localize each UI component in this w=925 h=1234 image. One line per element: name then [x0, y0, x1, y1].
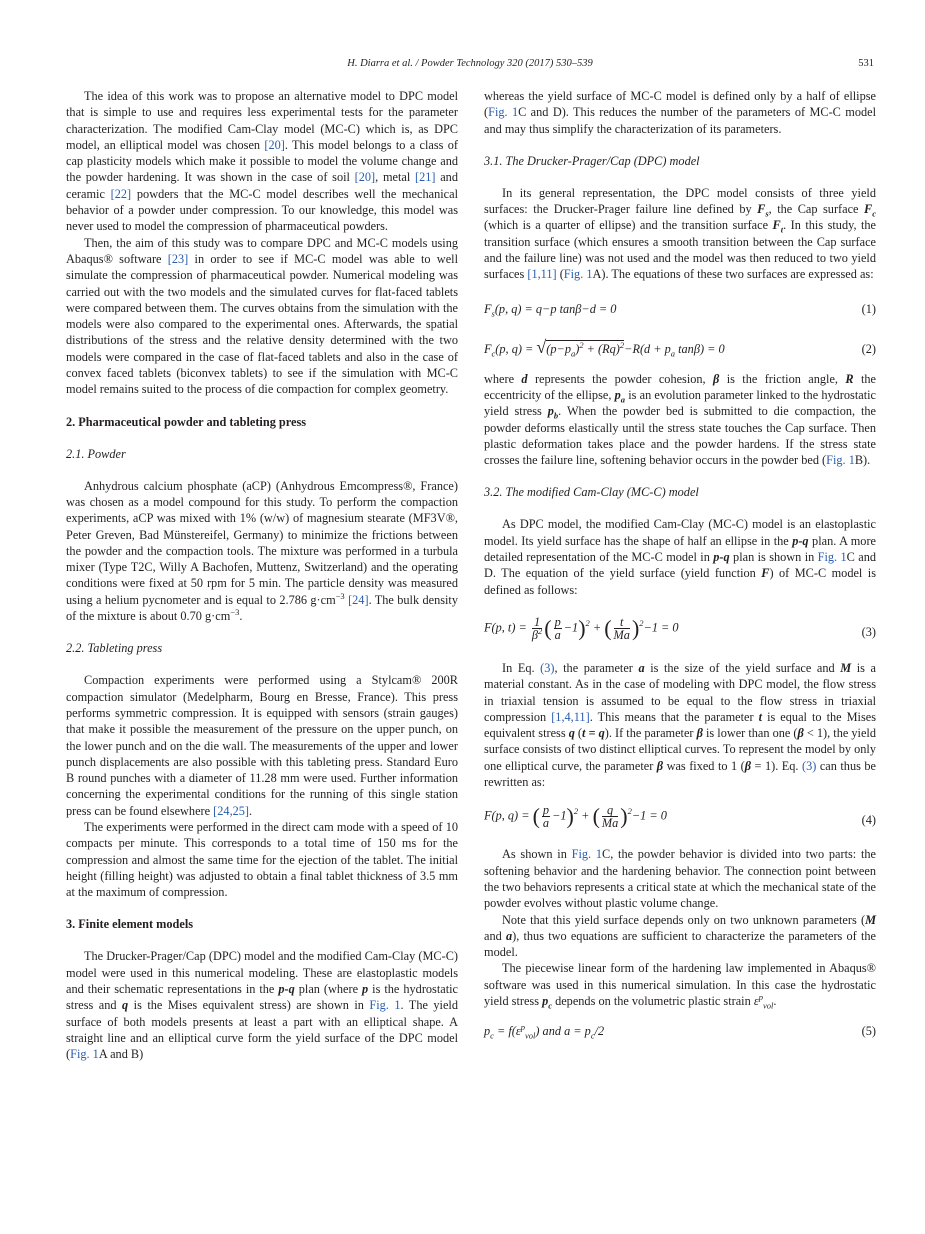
figure-link[interactable]: Fig. 1	[369, 998, 401, 1013]
page-header	[66, 58, 874, 72]
equation-number: (1)	[861, 301, 876, 316]
paragraph: The idea of this work was to propose an alternative model to DPC model that is simple to use and requires less experimental tests for the parameter characterization. The modified Cam-Clay model (MC-C) which is, as DPC model, an elliptical model was chosen [20]. This model belongs to a class of cap plasticity models which make it possible to model the volume change and the powder hardening. It was shown in the case of soil [20], metal [21] and ceramic [22] powders that the MC-C model describes well the mechanical behavior of a powder under compression. To our knowledge, this model was never used to model the compression of pharmaceutical powders.	[66, 89, 458, 234]
paragraph: Note that this yield surface depends only on two unknown parameters (M and a), thus two equations are sufficient to characterize the parameters of the model.	[484, 912, 876, 960]
left-column	[66, 88, 458, 1063]
paragraph: In its general representation, the DPC model consists of three yield surfaces: the Drucker-Prager failure line defined by $F_s$, the Cap surface $F_c$ (which is a quarter of ellipse) and the transition surface $F_t$. In this study, the transition surface (which ensures a smooth transition between the Cap surface and the failure line) was not used and the model was then reduced to two yield surfaces [1,11] (Fig. 1A). The equations of these two surfaces are expressed as:	[484, 185, 877, 282]
figure-link[interactable]: Fig. 1	[563, 267, 593, 282]
section-heading: 3. Finite element models	[66, 917, 194, 932]
paragraph: Anhydrous calcium phosphate (aCP) (Anhydrous Emcompress®, France) was chosen as a model compound for this study. To perform the compaction experiments, aCP was mixed with 1% (w/w) of magnesium stearate (MF3V®, Peter Greven, Bad Münstereifel, Germany) to minimize the frictions between the powder and the compaction tools. The mixture was performed in a turbula mixer (Type T2C, Willy A Bachofen, Muttenz, Switzerland) and the operating conditions were fixed at 50 rpm for 5 min. The particle density was measured using a helium pycnometer and is equal to 2.786 $g\cdot cm^{-3}$ [24]. The bulk density of the mixture is about 0.70 $g\cdot cm^{-3}$.	[66, 478, 459, 624]
equation-3: F(p, t) = $\frac{1}{\beta^2}$ ( $\frac{p}{a}$ −1)$^2$ + ( $\frac{t}{Ma}$ )$^2$−1 = 0 (3)	[484, 614, 876, 642]
citation-link[interactable]: [24]	[348, 592, 369, 607]
paragraph: As DPC model, the modified Cam-Clay (MC-C) model is an elastoplastic model. Its yield surface has the shape of half an ellipse in the p-q plan. A more detailed representation of the MC-C model in p-q plan is shown in Fig. 1C and D. The equation of the yield surface (yield function F) of MC-C model is defined as follows:	[484, 517, 877, 597]
citation-link[interactable]: [24,25]	[213, 803, 250, 818]
page-number: 531	[858, 58, 874, 69]
figure-link[interactable]: Fig. 1	[826, 453, 855, 468]
figure-link[interactable]: Fig. 1	[488, 105, 519, 120]
equation-2: $F_c(p$, $q) = √(p-p_a)^2 + (Rq)^2-R(d + p_a$ tanβ) = 0 (2)	[484, 336, 876, 359]
equation-number: (2)	[861, 341, 876, 356]
equation-number: (5)	[861, 1024, 876, 1039]
citation-link[interactable]: [23]	[167, 251, 189, 266]
figure-link[interactable]: Fig. 1	[817, 550, 847, 565]
paragraph: Then, the aim of this study was to compare DPC and MC-C models using Abaqus® software [23] in order to see if MC-C model was able to well simulate the compression of pharmaceutical powder. Numerical modeling was carried out with the two models and the simulated curves for flat-faced tablets were compared between them. The curves obtains from the simulation with the models were also compared to the experimental ones. Afterwards, the spatial distributions of the stress and the relative density determined with the two models were compared in the case of flat-faced tablets and also in the case of convex faced tablets (biconvex tablets) to see if the simulation with MC-C model remains suited to the process of die compaction for complex geometry.	[66, 235, 458, 397]
subsection-heading: 2.1. Powder	[66, 446, 126, 461]
right-column	[484, 88, 876, 1041]
subsection-heading: 3.1. The Drucker-Prager/Cap (DPC) model	[484, 153, 700, 168]
paragraph: Compaction experiments were performed using a Stylcam® 200R compaction simulator (Medelpharm, Bourg en Bresse, France). This press performs symmetric compression. It is equipped with sensors (strain gauges) that make it possible the measurement of the pressure on the upper punch, on the lower punch and on the die wall. The measurements of the upper and lower punch displacements are also possible with this tableting press. Standard Euro B round punches with a diameter of 11.28 mm were used. Further information concerning the experimental conditions for the running of this single station press can be found elsewhere [24,25].	[66, 673, 458, 818]
citation-link[interactable]: [20]	[354, 170, 376, 185]
paragraph: whereas the yield surface of MC-C model is defined only by a half of ellipse (Fig. 1C and D). This reduces the number of the parameters of MC-C model and may thus simplify the characterization of its parameters.	[484, 89, 876, 136]
equation-number: (3)	[861, 624, 876, 639]
running-title: H. Diarra et al. / Powder Technology 320 (2017) 530–539	[347, 58, 593, 69]
equation-4: F(p, q) = ( $\frac{p}{a}$ −1)$^2$ + ( $\frac{q}{Ma}$ )$^2$−1 = 0 (4)	[484, 803, 876, 831]
paragraph: The experiments were performed in the direct cam mode with a speed of 10 compacts per minute. This corresponds to a total time of 150 ms for the compression and almost the same time for the ejection of the tablet. The initial height (filling height) was adjusted to obtain a final tablet thickness of 3.5 mm at the maximum of compression.	[66, 819, 458, 900]
figure-link[interactable]: Fig. 1	[571, 847, 602, 862]
equation-link[interactable]: (3)	[802, 758, 817, 773]
figure-link[interactable]: Fig. 1	[70, 1047, 99, 1062]
citation-link[interactable]: [1,4,11]	[551, 709, 590, 724]
equation-5: $p_c = f(\varepsilon^p_{vol})$ and $a = p_c/2$ (5)	[484, 1022, 876, 1041]
section-heading: 2. Pharmaceutical powder and tableting press	[66, 414, 307, 429]
citation-link[interactable]: [20]	[264, 137, 285, 152]
citation-link[interactable]: [21]	[415, 170, 436, 185]
paragraph: The Drucker-Prager/Cap (DPC) model and the modified Cam-Clay (MC-C) model were used in this numerical modeling. These are elastoplastic models and their schematic representations in the p-q plan (where p is the hydrostatic stress and q is the Mises equivalent stress) are shown in Fig. 1. The yield surface of both models presents at least a part with an elliptical shape. A straight line and an elliptical curve form the yield surface of the DPC model (Fig. 1A and B)	[66, 949, 459, 1062]
paragraph: In Eq. (3), the parameter a is the size of the yield surface and M is a material constant. As in the case of modeling with DPC model, the flow stress in triaxial tension is assumed to be equal to the flow stress in triaxial compression [1,4,11]. This means that the parameter t is equal to the Mises equivalent stress q (t = q). If the parameter β is lower than one (β < 1), the yield surface consists of two distinct elliptical curves. To represent the model by only one elliptical curve, the parameter β was fixed to 1 (β = 1). Eq. (3) can thus be rewritten as:	[484, 660, 877, 790]
equation-1: $F_s(p$, q) = q−p tanβ−d = 0 (1)	[484, 301, 876, 319]
paragraph: where d represents the powder cohesion, β is the friction angle, R the eccentricity of the ellipse, $p_a$ is an evolution parameter linked to the hydrostatic yield stress $p_b$. When the powder bed is submitted to die compaction, the powder deforms elastically until the stress state touches the Cap surface. Then plastic deformation takes place and the powder hardens. If the stress state crosses the failure line, softening behavior occurs in the powder bed (Fig. 1B).	[484, 371, 877, 468]
citation-link[interactable]: [1,11]	[527, 267, 557, 282]
equation-link[interactable]: (3)	[540, 660, 555, 675]
subsection-heading: 3.2. The modified Cam-Clay (MC-C) model	[484, 485, 699, 500]
paragraph: The piecewise linear form of the hardening law implemented in Abaqus® software was used in this numerical simulation. In this case the hydrostatic yield stress $p_c$ depends on the volumetric plastic strain $\varepsilon^p_{vol}$.	[484, 961, 876, 1011]
citation-link[interactable]: [22]	[110, 186, 132, 201]
equation-number: (4)	[861, 813, 876, 828]
subsection-heading: 2.2. Tableting press	[66, 641, 163, 656]
paragraph: As shown in Fig. 1C, the powder behavior is divided into two parts: the softening behavior and the hardening behavior. The connection point between the two behaviors represents a critical state at which the mechanical state of the powder evolves without plastic volume change.	[484, 847, 876, 911]
